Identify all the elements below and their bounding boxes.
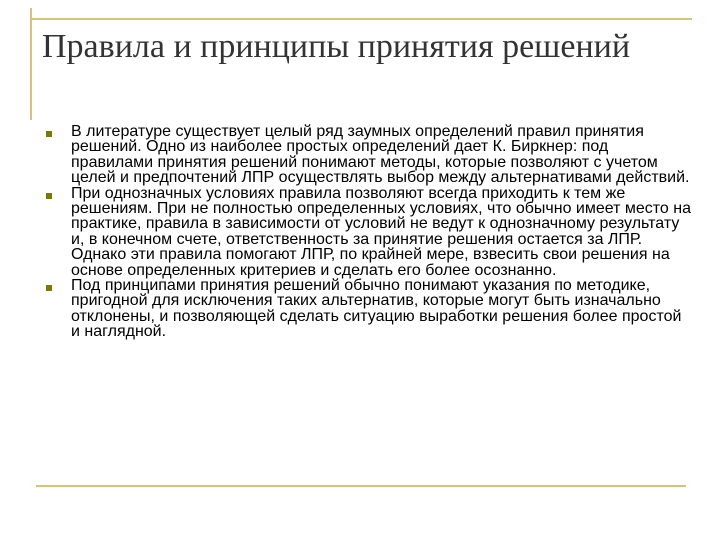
bullet-item [46, 124, 694, 186]
bullet-item [46, 278, 694, 340]
bullet-text: В литературе существует целый ряд заумных определений правил принятия решений. Одно из наиболее простых определений дает К. Биркнер: под правилами принятия решений понимают методы, которые позволяют с учетом целей и предпочтений ЛПР осуществлять выбор между альтернативами действий. [71, 123, 690, 187]
square-bullet-icon [46, 131, 52, 137]
bullet-list [46, 124, 694, 340]
slide-title: Правила и принципы принятия решений [42, 28, 631, 65]
bullet-item [46, 186, 694, 278]
bullet-text: При однозначных условиях правила позволяют всегда приходить к тем же решениям. При не полностью определенных условиях, что обычно имеет место на практике, правила в зависимости от условий не ведут к однозначному результату и, в конечном счете, ответственность за принятие решения остается за ЛПР. Однако эти правила помогают ЛПР, по крайней мере, взвесить свои решения на основе определенных критериев и сделать его более осознанно. [71, 184, 692, 279]
square-bullet-icon [46, 193, 52, 199]
decorative-top-rule [30, 18, 692, 20]
square-bullet-icon [46, 285, 52, 291]
decorative-vertical-rule [30, 8, 32, 120]
bullet-text: Под принципами принятия решений обычно понимают указания по методике, пригодной для исключения таких альтернатив, которые могут быть изначально отклонены, и позволяющей сделать ситуацию выработки решения более простой и наглядной. [71, 277, 682, 341]
decorative-bottom-rule [36, 485, 686, 487]
